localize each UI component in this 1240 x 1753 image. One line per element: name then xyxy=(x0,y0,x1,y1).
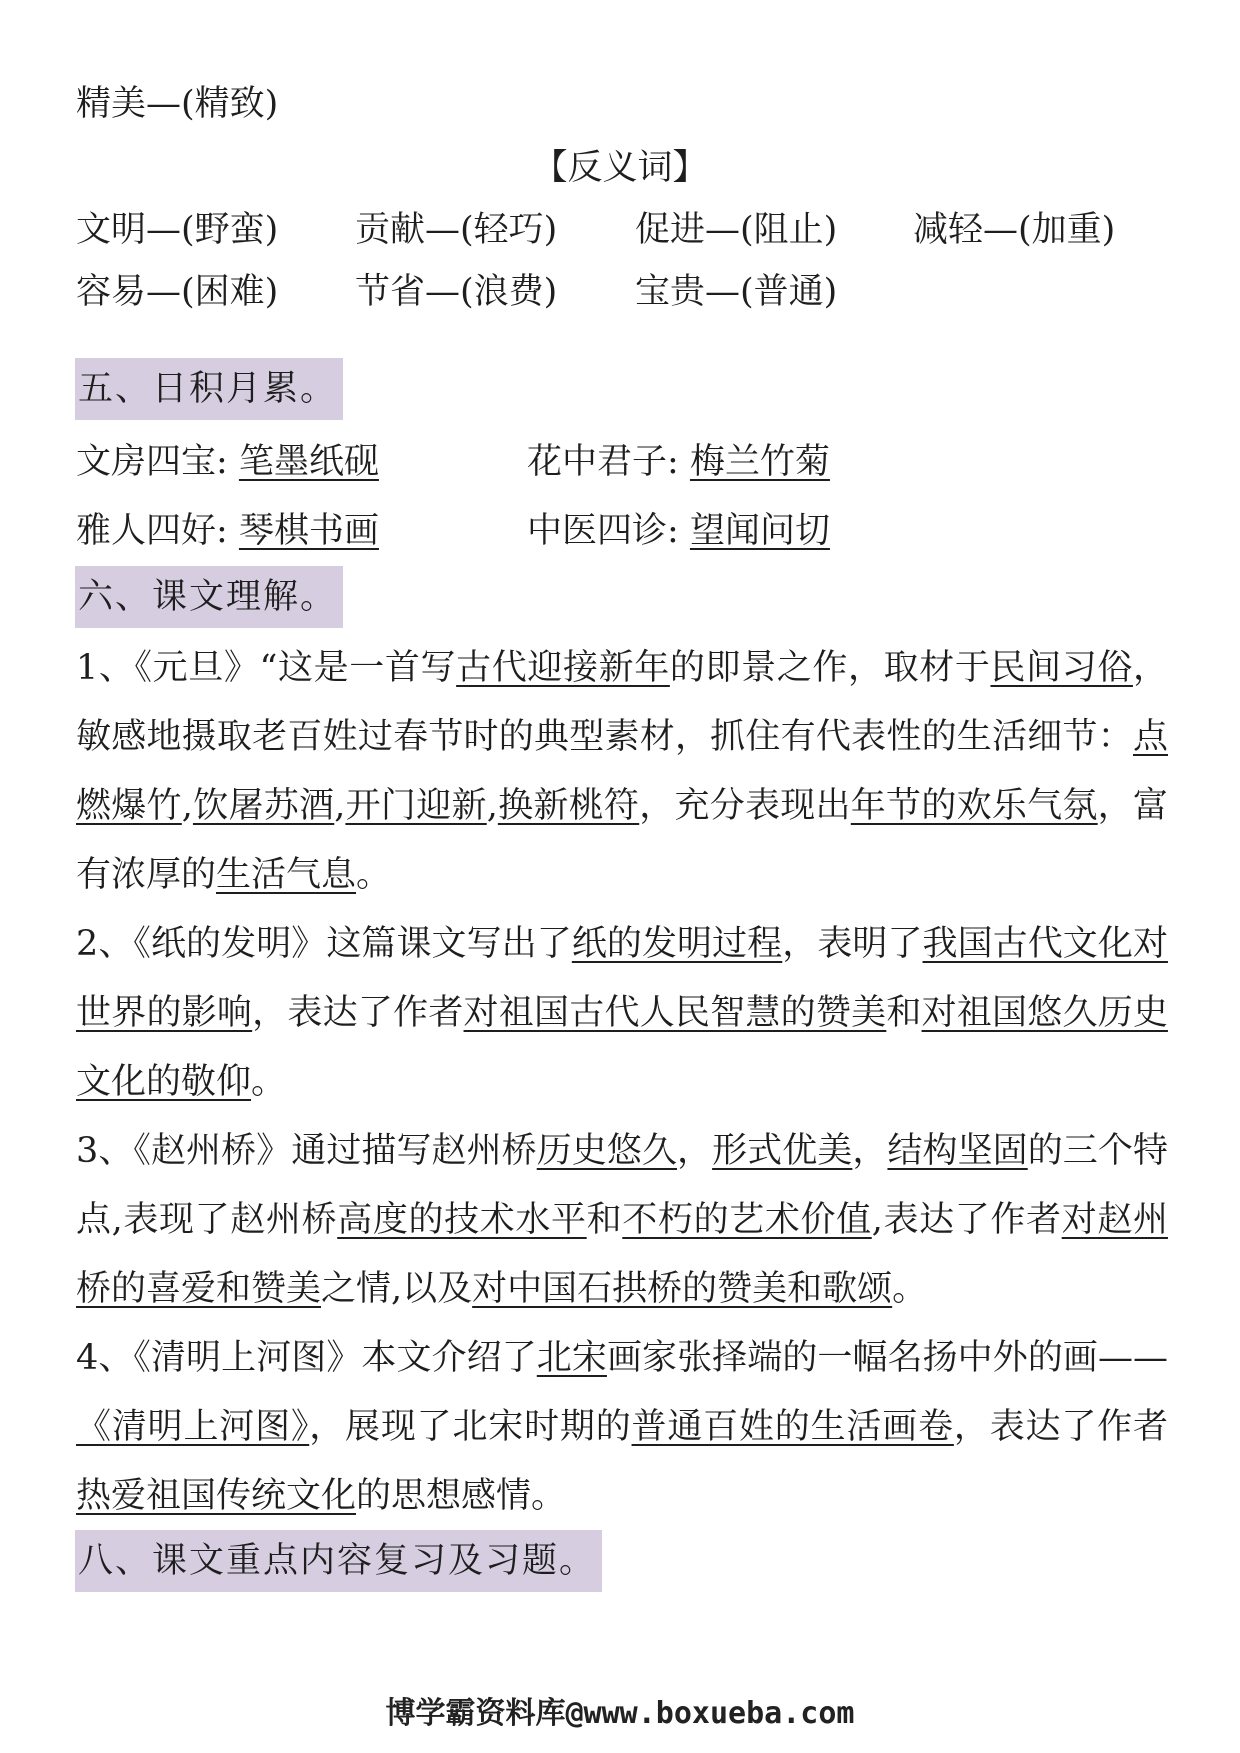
text: , xyxy=(334,786,346,826)
text: 之情,以及 xyxy=(321,1269,473,1309)
key-phrase: 热爱祖国传统文化 xyxy=(76,1476,357,1516)
section6-heading: 六、课文理解。 xyxy=(75,566,343,628)
antonym-pair: 减轻—(加重) xyxy=(913,210,1116,250)
key-phrase: 纸的发明过程 xyxy=(571,924,783,964)
antonym-pair: 贡献—(轻巧) xyxy=(355,210,558,250)
antonym-pair: 容易—(困难) xyxy=(76,272,279,312)
text: 和 xyxy=(586,1200,623,1240)
text: ，敏感地摄取老百姓过春节时的典型素材，抓住有代表性的生活细节： xyxy=(76,648,1168,757)
text: ，表达了作者 xyxy=(953,1407,1168,1447)
key-phrase: 古代迎接新年 xyxy=(456,648,670,688)
idiom-label: 雅人四好: xyxy=(76,511,228,551)
idiom-answer: 望闻问切 xyxy=(689,511,830,551)
idiom-item xyxy=(76,436,379,488)
idiom-answer: 梅兰竹菊 xyxy=(689,442,830,482)
paragraph-paper-invention xyxy=(76,910,1168,1117)
section5-heading: 五、日积月累。 xyxy=(75,358,343,420)
section8-heading: 八、课文重点内容复习及习题。 xyxy=(75,1530,602,1592)
text: 。 xyxy=(356,855,392,895)
key-phrase: 开门迎新 xyxy=(345,786,487,826)
text: ，充分表现出 xyxy=(639,786,851,826)
text: ,表达了作者 xyxy=(871,1200,1062,1240)
key-phrase: 普通百姓的生活画卷 xyxy=(631,1407,954,1447)
footer-watermark: 博学霸资料库@www.boxueba.com xyxy=(385,1696,855,1731)
key-phrase: 换新桃符 xyxy=(497,786,640,826)
text: ，表明了 xyxy=(782,924,923,964)
key-phrase: 对祖国古代人民智慧的赞美 xyxy=(463,993,887,1033)
key-phrase: 历史悠久 xyxy=(536,1131,678,1171)
key-phrase: 我国古代文化对世界的影响 xyxy=(76,924,1168,1033)
idiom-item xyxy=(76,505,379,557)
key-phrase: 年节的欢乐气氛 xyxy=(850,786,1098,826)
key-phrase: 对祖国悠久历史文化的敬仰 xyxy=(76,993,1168,1102)
text: 和 xyxy=(886,993,922,1033)
key-phrase: 对赵州桥的喜爱和赞美 xyxy=(76,1200,1168,1309)
text: 的三个特点,表现了赵州桥 xyxy=(76,1131,1168,1240)
key-phrase: 对中国石拱桥的赞美和歌颂 xyxy=(472,1269,893,1309)
text: 。 xyxy=(251,1062,287,1102)
paragraph-zhaozhou-bridge xyxy=(76,1117,1168,1324)
paragraph-yuandan xyxy=(76,634,1168,910)
antonyms-title: 【反义词】 xyxy=(532,148,708,188)
key-phrase: 点燃爆竹 xyxy=(76,717,1168,826)
text: 2、《纸的发明》这篇课文写出了 xyxy=(76,924,572,964)
key-phrase: 结构坚固 xyxy=(887,1131,1028,1171)
idiom-label: 花中君子: xyxy=(527,442,679,482)
antonym-pair: 文明—(野蛮) xyxy=(76,210,279,250)
antonym-pair: 促进—(阻止) xyxy=(635,210,838,250)
idiom-item xyxy=(527,505,830,557)
key-phrase: 民间习俗 xyxy=(990,648,1133,688)
text: 的即景之作，取材于 xyxy=(669,648,991,688)
text: ，表达了作者 xyxy=(252,993,464,1033)
text: , xyxy=(181,786,193,826)
text: 3、《赵州桥》通过描写赵州桥 xyxy=(76,1131,537,1171)
top-line: 精美—(精致) xyxy=(76,84,279,124)
paragraph-qingming-painting xyxy=(76,1324,1168,1531)
key-phrase: 生活气息 xyxy=(216,855,357,895)
text: ，富有浓厚的 xyxy=(76,786,1168,895)
key-phrase: 高度的技术水平 xyxy=(337,1200,587,1240)
text: 画家张择端的一幅名扬中外的画—— xyxy=(606,1338,1168,1378)
text: , xyxy=(486,786,498,826)
key-phrase: 饮屠苏酒 xyxy=(192,786,335,826)
antonym-pair: 宝贵—(普通) xyxy=(635,272,838,312)
idiom-answer: 琴棋书画 xyxy=(238,511,379,551)
antonym-pair: 节省—(浪费) xyxy=(355,272,558,312)
text: 1、《元旦》“这是一首写 xyxy=(76,648,457,688)
key-phrase: 形式优美 xyxy=(712,1131,853,1171)
idiom-item xyxy=(527,436,830,488)
idiom-answer: 笔墨纸砚 xyxy=(238,442,379,482)
text: 。 xyxy=(892,1269,928,1309)
idiom-label: 中医四诊: xyxy=(527,511,679,551)
text: 的思想感情。 xyxy=(356,1476,567,1516)
text: 4、《清明上河图》本文介绍了 xyxy=(76,1338,537,1378)
key-phrase: 《清明上河图》 xyxy=(76,1407,310,1447)
idiom-label: 文房四宝: xyxy=(76,442,228,482)
key-phrase: 北宋 xyxy=(536,1338,607,1378)
key-phrase: 不朽的艺术价值 xyxy=(622,1200,872,1240)
text: ， xyxy=(677,1131,713,1171)
text: ，展现了北宋时期的 xyxy=(309,1407,632,1447)
text: ， xyxy=(852,1131,888,1171)
